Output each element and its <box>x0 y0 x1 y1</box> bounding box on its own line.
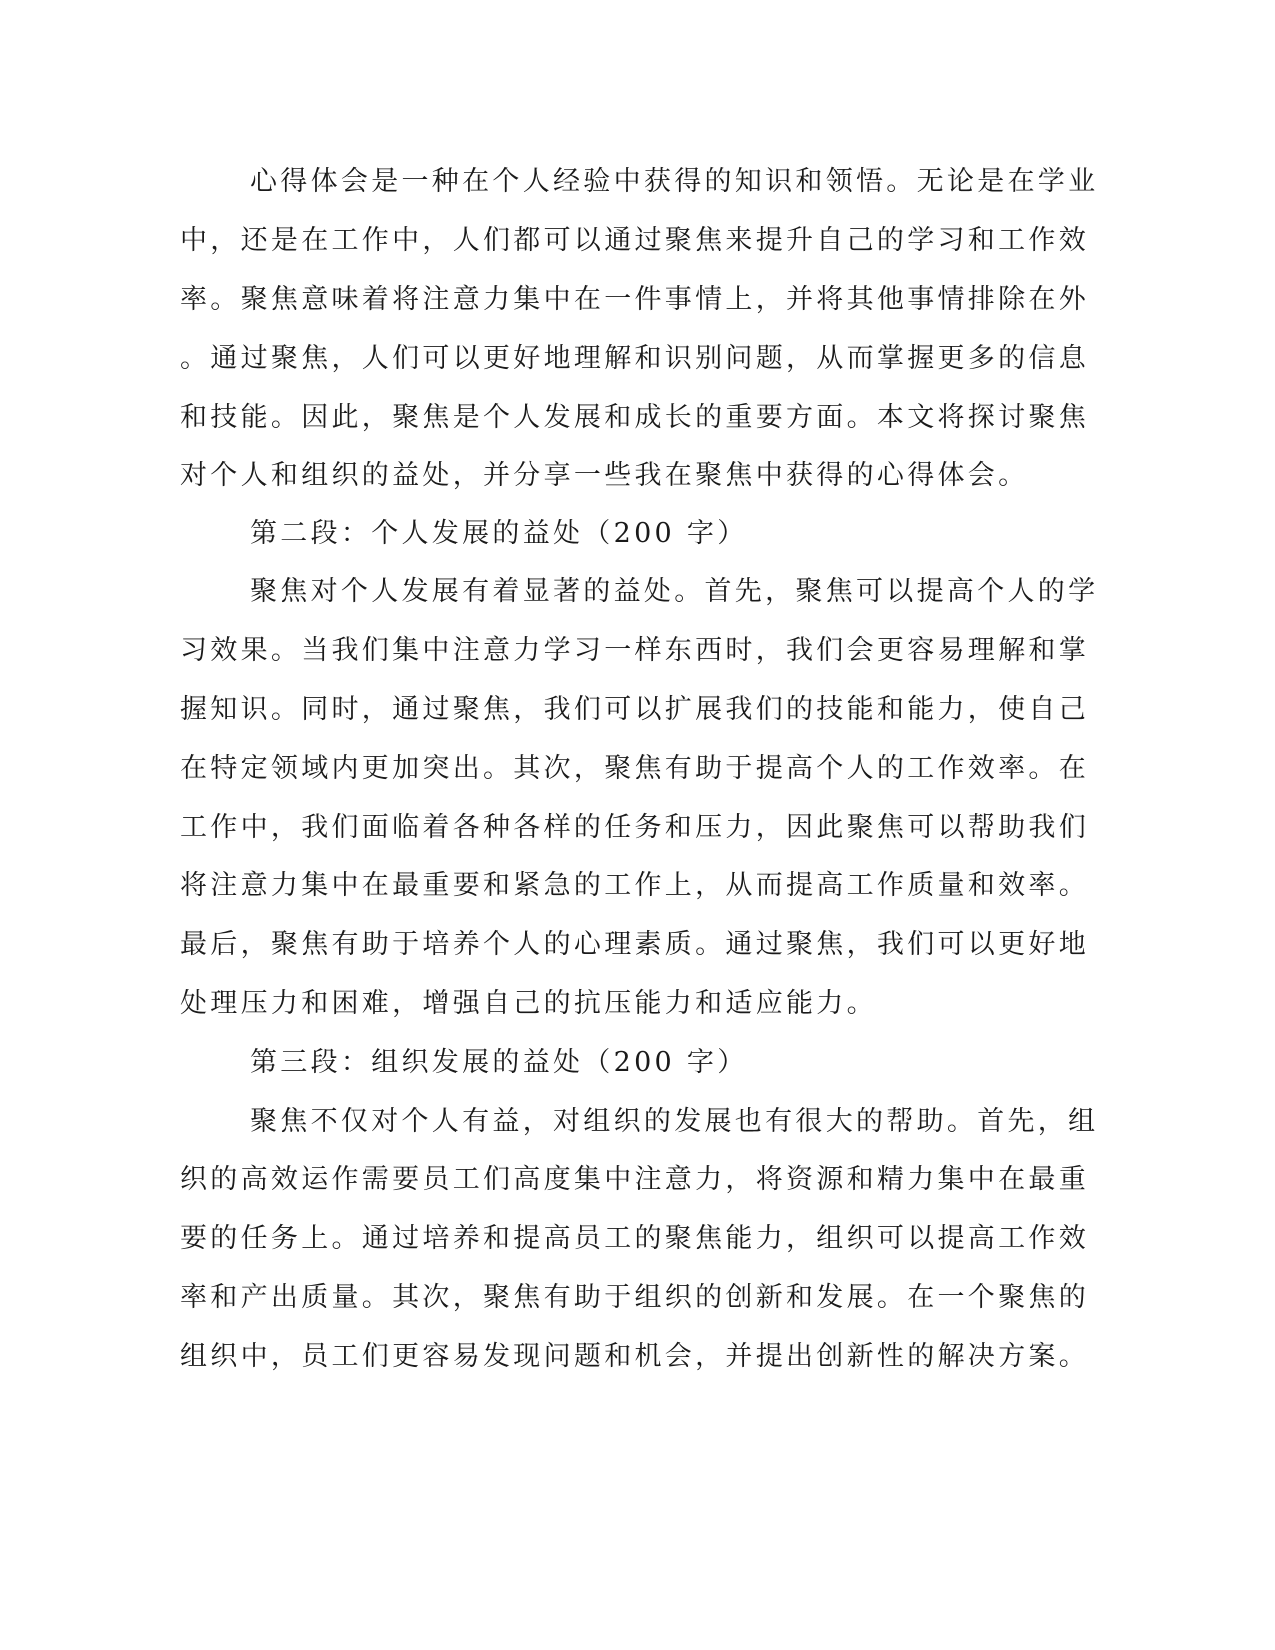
intro-paragraph-line: 心得体会是一种在个人经验中获得的知识和领悟。无论是在学业 <box>250 166 1099 197</box>
intro-paragraph-line: 中，还是在工作中，人们都可以通过聚焦来提升自己的学习和工作效 <box>180 225 1089 256</box>
intro-paragraph-line: 对个人和组织的益处，并分享一些我在聚焦中获得的心得体会。 <box>180 460 1029 491</box>
section-3-paragraph-line: 率和产出质量。其次，聚焦有助于组织的创新和发展。在一个聚焦的 <box>180 1282 1089 1313</box>
intro-paragraph-line: 。通过聚焦，人们可以更好地理解和识别问题，从而掌握更多的信息 <box>180 343 1089 374</box>
section-3-paragraph-line: 要的任务上。通过培养和提高员工的聚焦能力，组织可以提高工作效 <box>180 1223 1089 1254</box>
section-3-paragraph-line: 聚焦不仅对个人有益，对组织的发展也有很大的帮助。首先，组 <box>250 1106 1099 1137</box>
section-2-paragraph-line: 工作中，我们面临着各种各样的任务和压力，因此聚焦可以帮助我们 <box>180 812 1089 843</box>
intro-paragraph-line: 率。聚焦意味着将注意力集中在一件事情上，并将其他事情排除在外 <box>180 284 1089 315</box>
section-3-paragraph-line: 组织中，员工们更容易发现问题和机会，并提出创新性的解决方案。 <box>180 1341 1089 1372</box>
section-heading-2: 第二段：个人发展的益处（200 字） <box>250 518 748 549</box>
section-2-paragraph-line: 处理压力和困难，增强自己的抗压能力和适应能力。 <box>180 988 877 1019</box>
section-2-paragraph-line: 习效果。当我们集中注意力学习一样东西时，我们会更容易理解和掌 <box>180 635 1089 666</box>
intro-paragraph-line: 和技能。因此，聚焦是个人发展和成长的重要方面。本文将探讨聚焦 <box>180 402 1089 433</box>
section-2-paragraph-line: 将注意力集中在最重要和紧急的工作上，从而提高工作质量和效率。 <box>180 870 1089 901</box>
section-2-paragraph-line: 最后，聚焦有助于培养个人的心理素质。通过聚焦，我们可以更好地 <box>180 929 1089 960</box>
section-heading-3: 第三段：组织发展的益处（200 字） <box>250 1047 748 1078</box>
section-3-paragraph-line: 织的高效运作需要员工们高度集中注意力，将资源和精力集中在最重 <box>180 1164 1089 1195</box>
section-2-paragraph-line: 在特定领域内更加突出。其次，聚焦有助于提高个人的工作效率。在 <box>180 753 1089 784</box>
section-2-paragraph-line: 握知识。同时，通过聚焦，我们可以扩展我们的技能和能力，使自己 <box>180 694 1089 725</box>
section-2-paragraph-line: 聚焦对个人发展有着显著的益处。首先，聚焦可以提高个人的学 <box>250 576 1099 607</box>
